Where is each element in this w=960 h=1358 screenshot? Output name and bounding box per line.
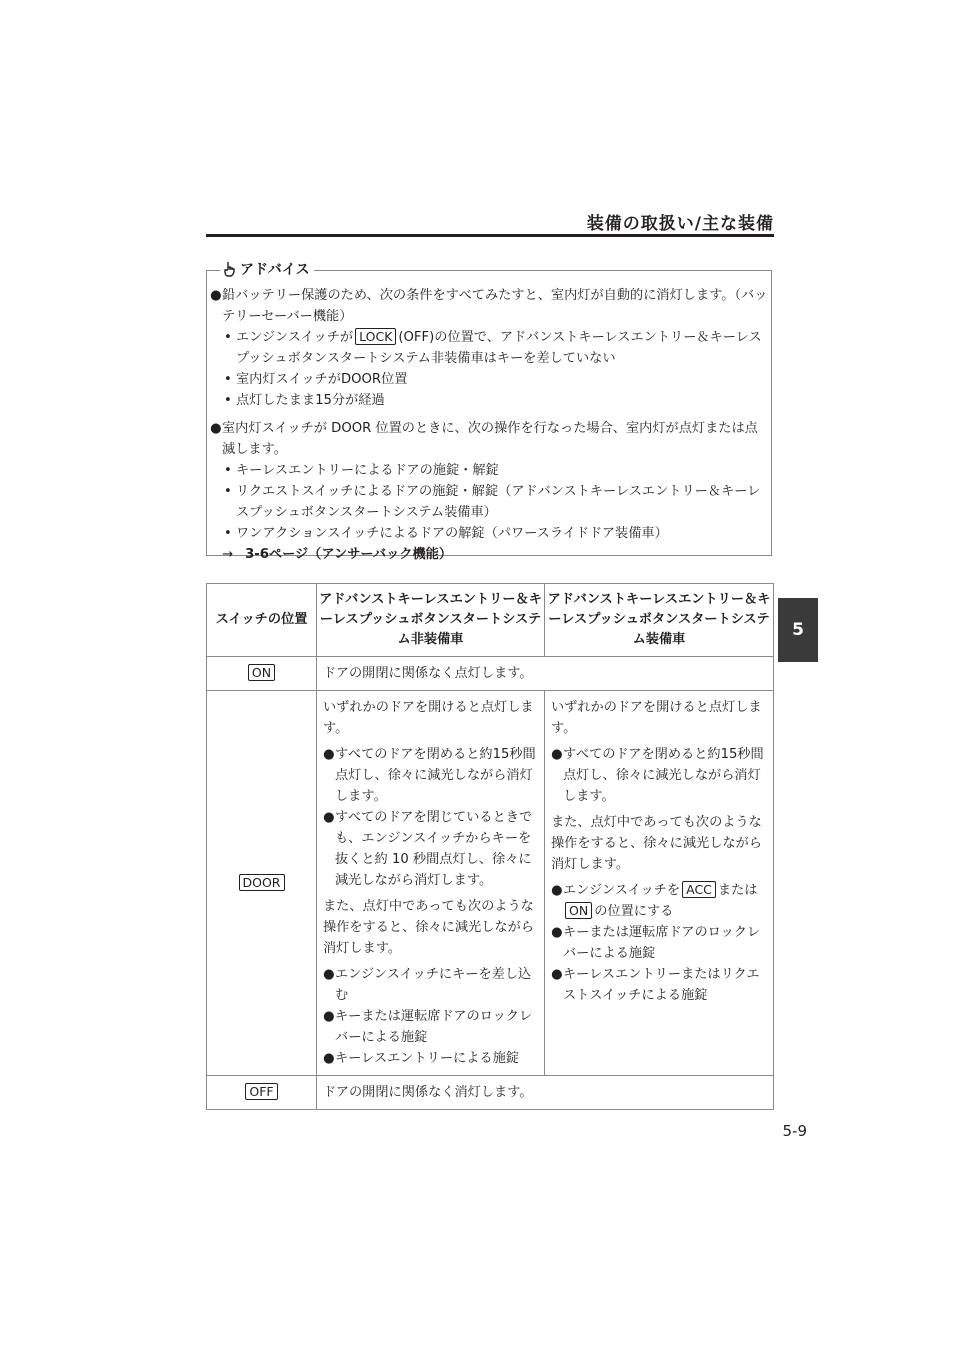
bullet: ● xyxy=(551,925,563,940)
bullet-list xyxy=(323,744,540,891)
list-item xyxy=(210,369,768,390)
dot: • xyxy=(224,463,232,478)
header-non-equipped: アドバンストキーレスエントリー＆キーレスプッシュボタンスタートシステム非装備車 xyxy=(317,584,545,657)
advice-paragraph-text: 鉛バッテリー保護のため、次の条件をすべてみたすと、室内灯が自動的に消灯します。（バッテリーセーバー機能） xyxy=(222,288,768,324)
advice-item-list xyxy=(210,327,768,411)
bullet: ● xyxy=(323,810,335,825)
list-item-text: すべてのドアを閉めると約15秒間点灯し、徐々に減光しながら消灯します。 xyxy=(335,747,536,804)
bullet: ● xyxy=(551,967,563,982)
table-cell-equipped xyxy=(545,691,774,1076)
advice-paragraph-text: 室内灯スイッチが DOOR 位置のときに、次の操作を行なった場合、室内灯が点灯または点滅します。 xyxy=(222,421,758,457)
switch-position-cell xyxy=(207,657,317,691)
advice-content xyxy=(210,285,768,565)
switch-position-cell xyxy=(207,691,317,1076)
list-item-text: 室内灯スイッチがDOOR位置 xyxy=(236,372,408,387)
list-item xyxy=(210,390,768,411)
advice-paragraph xyxy=(210,418,768,460)
on-key-label: ON xyxy=(565,902,592,919)
on-key-label: ON xyxy=(248,664,275,681)
list-item xyxy=(210,481,768,523)
bullet: ● xyxy=(551,883,563,898)
bullet-list xyxy=(551,880,769,1006)
acc-key-label: ACC xyxy=(682,881,716,898)
list-item-text: または xyxy=(717,883,758,898)
table-row-on xyxy=(207,657,774,691)
header-rule xyxy=(206,234,774,237)
list-item-text: の位置にする xyxy=(594,904,674,919)
dot: • xyxy=(224,484,232,499)
list-item-text: キーまたは運転席ドアのロックレバーによる施錠 xyxy=(335,1009,533,1045)
bullet: ● xyxy=(551,747,563,762)
list-item xyxy=(210,460,768,481)
list-item-text: キーまたは運転席ドアのロックレバーによる施錠 xyxy=(563,925,761,961)
list-item-text: キーレスエントリーによるドアの施錠・解錠 xyxy=(236,463,499,478)
list-item xyxy=(323,964,540,1006)
off-key-label: OFF xyxy=(245,1083,277,1100)
list-item-text: エンジンスイッチを xyxy=(563,883,681,898)
list-item xyxy=(551,744,769,807)
dot: • xyxy=(224,330,232,345)
table-cell xyxy=(317,657,774,691)
list-item xyxy=(323,1048,540,1069)
advice-title-label: アドバイス xyxy=(240,262,310,278)
list-item xyxy=(551,922,769,964)
list-item-text: すべてのドアを閉じているときでも、エンジンスイッチからキーを抜くと約 10 秒間点灯し、徐々に減光しながら消灯します。 xyxy=(335,810,533,888)
bullet: ● xyxy=(323,1009,335,1024)
door-key-label: DOOR xyxy=(239,874,285,891)
advice-paragraph xyxy=(210,285,768,327)
advice-title xyxy=(220,259,314,279)
list-item-text: リクエストスイッチによるドアの施錠・解錠（アドバンストキーレスエントリー＆キーレスプッシュボタンスタートシステム装備車） xyxy=(236,484,761,520)
bullet: ● xyxy=(210,421,222,436)
switch-position-cell xyxy=(207,1076,317,1110)
list-item xyxy=(551,880,769,922)
on-description: ドアの開閉に関係なく点灯します。 xyxy=(323,666,533,681)
cell-paragraph: いずれかのドアを開けると点灯します。 xyxy=(551,700,762,736)
list-item-text: (OFF)の位置で、アドバンストキーレスエントリー＆キーレスプッシュボタンスタートシステム非装備車はキーを差していない xyxy=(236,330,762,366)
header-switch-position: スイッチの位置 xyxy=(207,584,317,657)
table-row-off xyxy=(207,1076,774,1110)
bullet: ● xyxy=(323,967,335,982)
header-equipped: アドバンストキーレスエントリー＆キーレスプッシュボタンスタートシステム装備車 xyxy=(545,584,774,657)
table-cell xyxy=(317,1076,774,1110)
list-item xyxy=(323,807,540,891)
list-item-text: すべてのドアを閉めると約15秒間点灯し、徐々に減光しながら消灯します。 xyxy=(563,747,764,804)
bullet-list xyxy=(323,964,540,1069)
list-item xyxy=(210,523,768,544)
bullet: ● xyxy=(323,1051,335,1066)
list-item-text: キーレスエントリーまたはリクエストスイッチによる施錠 xyxy=(563,967,760,1003)
list-item-text: 点灯したまま15分が経過 xyxy=(236,393,385,408)
dot: • xyxy=(224,372,232,387)
advice-item-list xyxy=(210,460,768,544)
dot: • xyxy=(224,526,232,541)
page-number: 5-9 xyxy=(782,1122,807,1140)
table-header-row xyxy=(207,584,774,657)
table-cell-non-equipped xyxy=(317,691,545,1076)
list-item-text: エンジンスイッチが xyxy=(236,330,354,345)
page-reference xyxy=(210,544,768,565)
list-item-text: ワンアクションスイッチによるドアの解錠（パワースライドドア装備車） xyxy=(236,526,668,541)
page-header-title: 装備の取扱い/主な装備 xyxy=(586,214,774,234)
list-item xyxy=(323,1006,540,1048)
off-description: ドアの開閉に関係なく消灯します。 xyxy=(323,1085,533,1100)
switch-position-table xyxy=(206,583,774,1110)
bullet-list xyxy=(551,744,769,807)
hand-pointer-icon xyxy=(224,261,238,277)
dot: • xyxy=(224,393,232,408)
arrow-right-icon: → xyxy=(222,547,234,562)
table-row-door xyxy=(207,691,774,1076)
cell-paragraph: また、点灯中であっても次のような操作をすると、徐々に減光しながら消灯します。 xyxy=(551,815,762,872)
cell-paragraph: いずれかのドアを開けると点灯します。 xyxy=(323,700,534,736)
bullet: ● xyxy=(323,747,335,762)
list-item-text: エンジンスイッチにキーを差し込む xyxy=(335,967,532,1003)
chapter-tab: 5 xyxy=(778,598,818,662)
lock-key-label: LOCK xyxy=(355,328,396,345)
cell-paragraph: また、点灯中であっても次のような操作をすると、徐々に減光しながら消灯します。 xyxy=(323,899,534,956)
list-item xyxy=(210,327,768,369)
page-reference-text: 3-6ページ（アンサーバック機能） xyxy=(245,547,453,562)
bullet: ● xyxy=(210,288,222,303)
list-item xyxy=(323,744,540,807)
list-item-text: キーレスエントリーによる施錠 xyxy=(335,1051,519,1066)
list-item xyxy=(551,964,769,1006)
